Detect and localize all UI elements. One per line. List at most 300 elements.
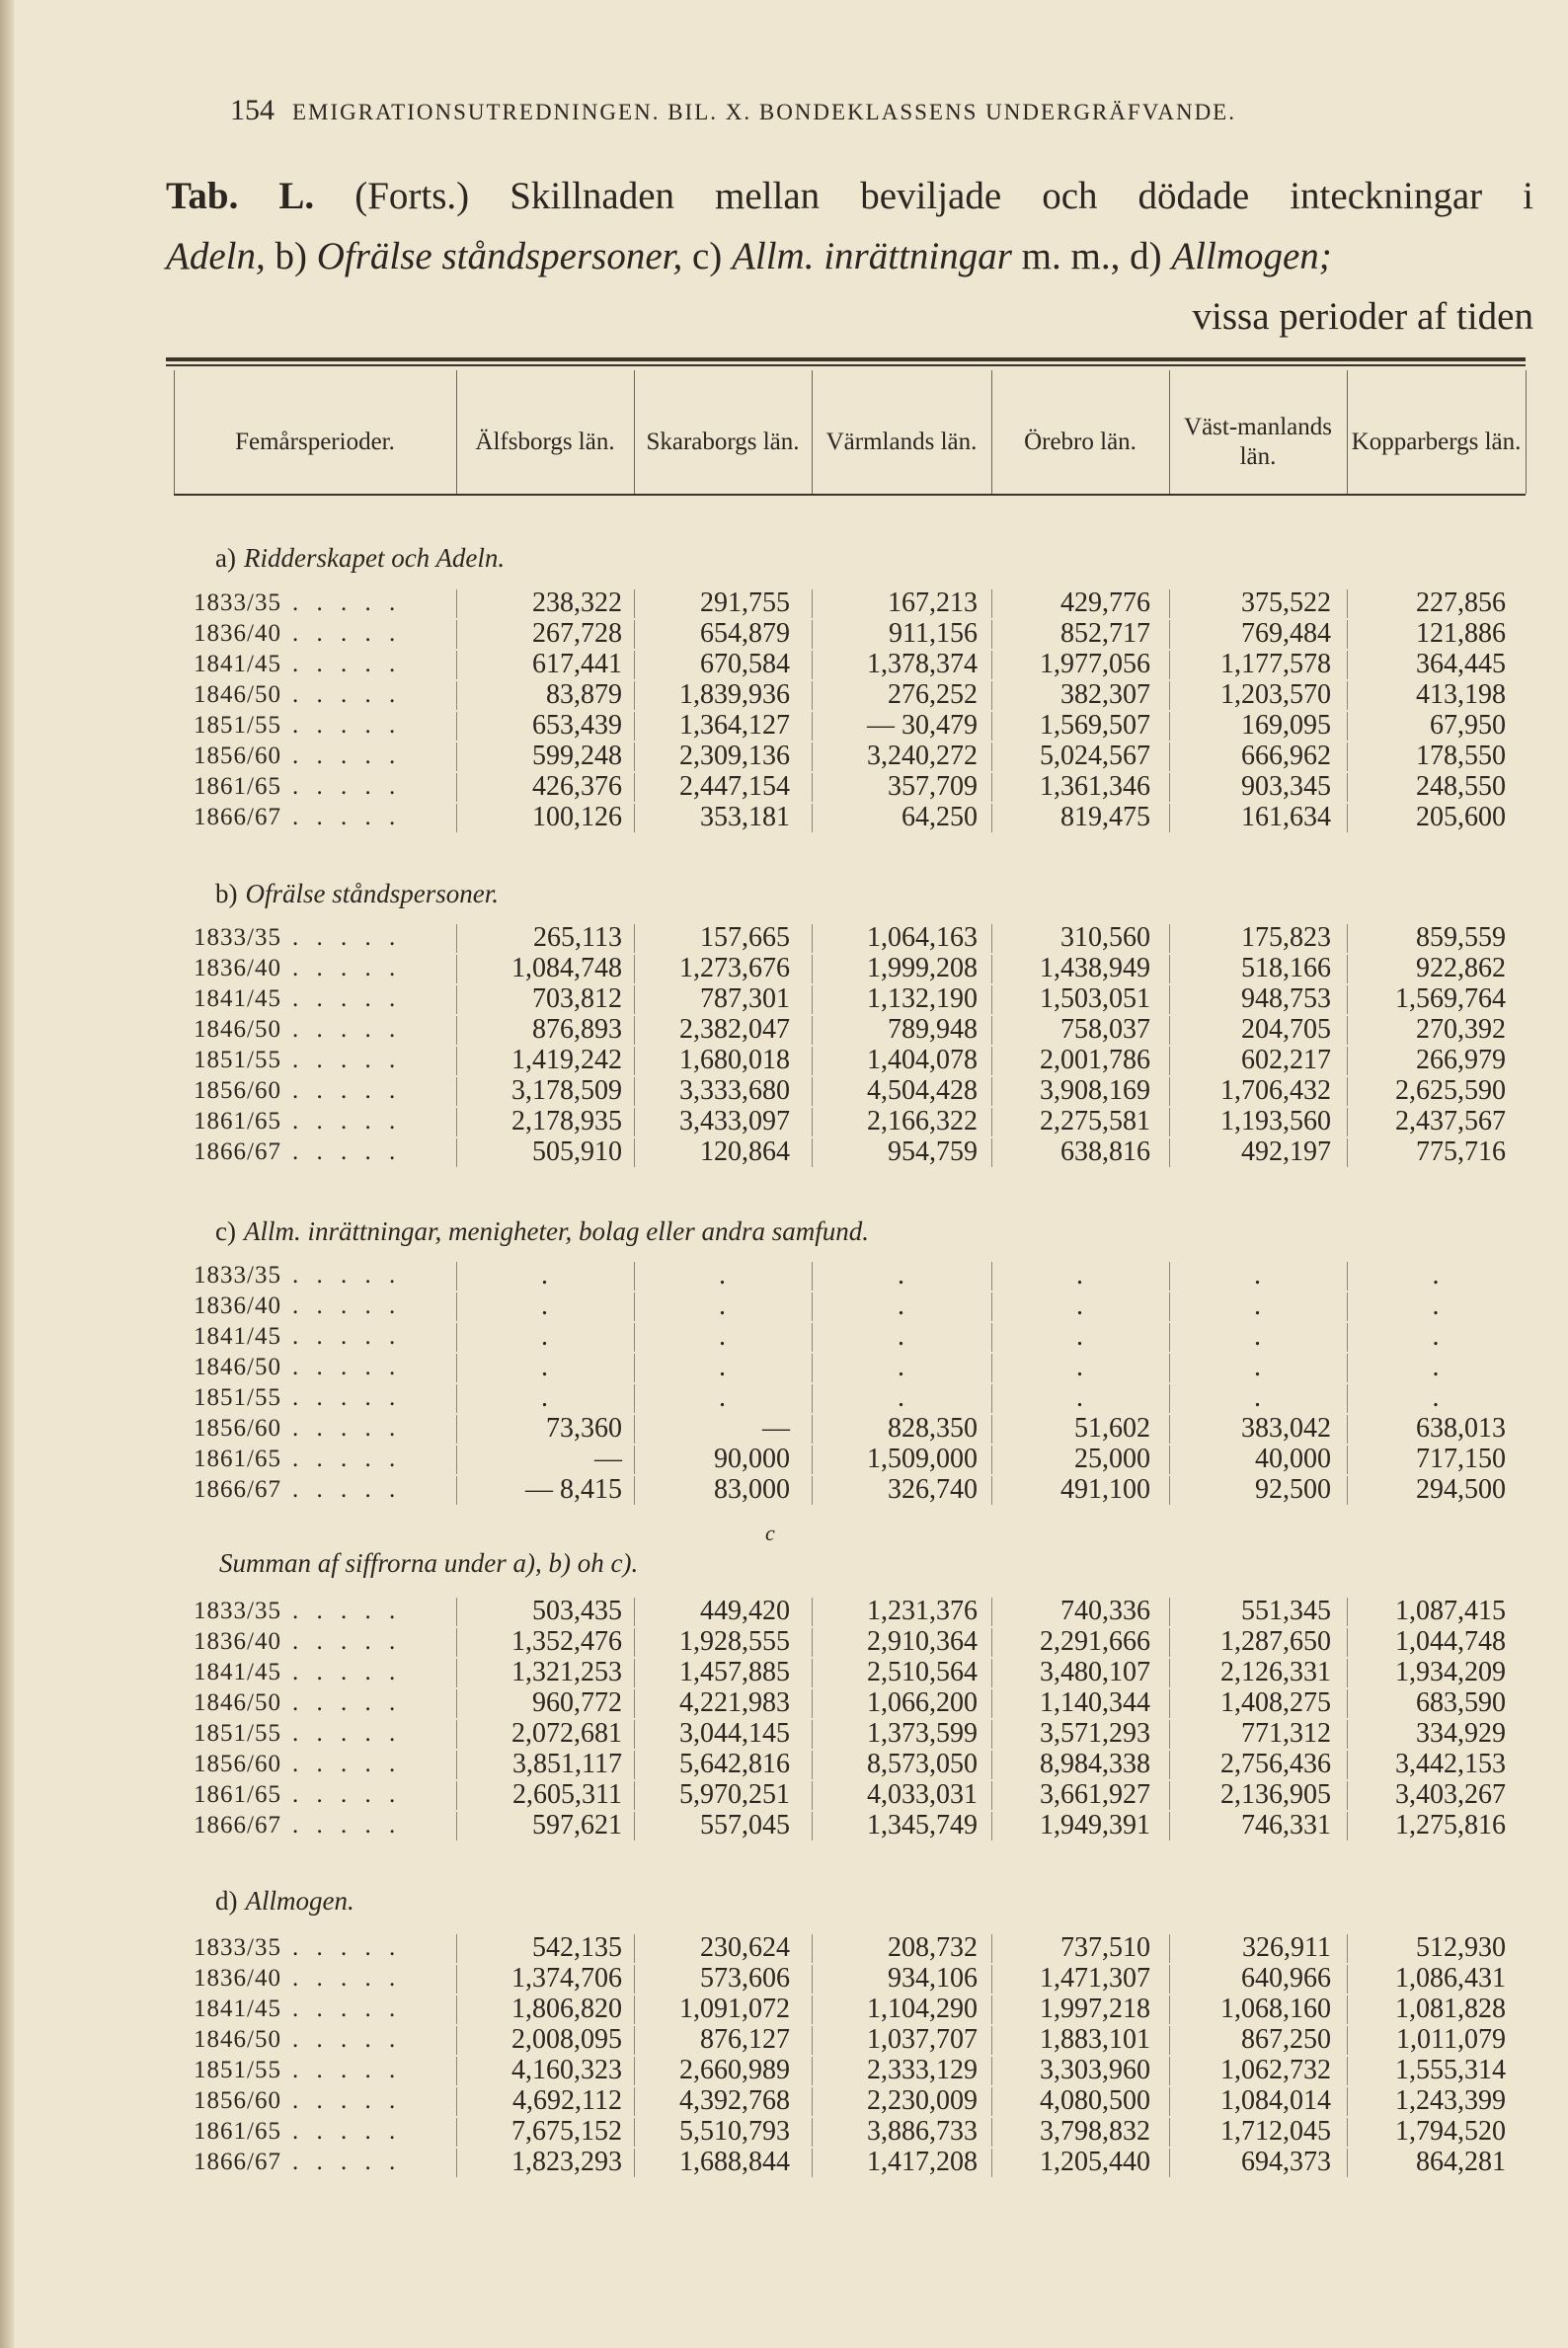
column-divider [634,1016,635,1045]
leader-dots: . . . . . [292,1138,402,1165]
table-cell: 2,291,666 [1040,1626,1150,1657]
table-cell: 1,569,764 [1395,983,1506,1014]
column-divider [991,955,992,983]
column-divider [991,1354,992,1382]
table-cell: 1,404,078 [867,1045,978,1075]
table-cell: 1,177,578 [1220,649,1331,679]
table-cell: . [1432,1260,1440,1291]
column-divider [1169,712,1170,741]
section-label: d) [215,1886,238,1916]
table-cell: 2,178,935 [511,1106,622,1136]
column-divider [991,620,992,649]
column-divider [634,804,635,832]
table-cell: 1,104,290 [867,1994,978,2024]
column-divider [991,1659,992,1687]
column-divider [634,1996,635,2024]
column-divider [456,1751,457,1779]
header-divider [456,370,457,494]
column-divider [1347,1659,1348,1687]
leader-dots: . . . . . [292,589,402,616]
leader-dots: . . . . . [292,1751,402,1777]
column-divider [991,1415,992,1444]
table-cell: 375,522 [1241,587,1331,618]
column-divider [812,924,813,953]
section-title-text: Ridderskapet och Adeln. [243,543,506,573]
column-divider [991,2057,992,2085]
column-divider [1347,1077,1348,1106]
leader-dots: . . . . . [292,1047,402,1073]
table-cell: . [1076,1260,1083,1291]
table-cell: 3,480,107 [1040,1657,1150,1687]
column-divider [456,2057,457,2085]
column-divider [1347,1446,1348,1474]
column-divider [1169,924,1170,953]
table-cell: 551,345 [1241,1596,1331,1626]
table-cell: 740,336 [1060,1596,1150,1626]
table-row [0,1963,1568,1994]
table-cell: 1,408,275 [1220,1687,1331,1718]
col-orebro-header: Örebro län. [1024,429,1137,455]
table-cell: 1,087,415 [1395,1596,1506,1626]
period-label: 1836/40 [194,1292,281,1319]
column-divider [456,1446,457,1474]
top-rule [166,357,1526,361]
column-divider [991,1751,992,1779]
column-divider [634,1598,635,1626]
table-cell: 2,001,786 [1040,1045,1150,1075]
table-row [0,1932,1568,1963]
col-kopparbergs-header: Kopparbergs län. [1351,429,1522,455]
table-row [0,771,1568,802]
column-divider [456,1354,457,1382]
table-cell: 1,706,432 [1220,1075,1331,1106]
table-row [0,1291,1568,1321]
section-title [215,879,499,909]
table-cell: 771,312 [1241,1718,1331,1749]
title-c: c) [692,235,723,277]
table-cell: 120,864 [700,1136,790,1167]
table-cell: 2,275,581 [1040,1106,1150,1136]
title-ofralse: Ofrälse ståndspersoner, [316,235,683,277]
table-cell: 169,095 [1241,710,1331,741]
leader-dots: . . . . . [292,2026,402,2053]
table-cell: 67,950 [1430,710,1506,741]
column-divider [812,1108,813,1136]
column-divider [456,2026,457,2055]
table-cell: 638,013 [1416,1413,1506,1444]
period-label: 1846/50 [194,681,281,708]
table-cell: 1,321,253 [511,1657,622,1687]
column-divider [991,985,992,1014]
table-cell: 864,281 [1416,2147,1506,2177]
column-divider [991,1446,992,1474]
leader-dots: . . . . . [292,1689,402,1716]
period-label: 1851/55 [194,1047,281,1073]
table-cell: 8,984,338 [1040,1749,1150,1779]
table-cell: 426,376 [532,771,622,802]
table-cell: — [594,1444,622,1474]
table-cell: 505,910 [532,1136,622,1167]
column-divider [991,1812,992,1840]
table-cell: 382,307 [1060,679,1150,710]
column-divider [812,773,813,802]
table-cell: . [898,1260,904,1291]
column-divider [634,743,635,771]
column-divider [991,2149,992,2177]
period-label: 1846/50 [194,1016,281,1043]
title-allm: Allm. inrättningar [732,235,1012,277]
column-divider [991,743,992,771]
table-cell: 903,345 [1241,771,1331,802]
header-divider [1347,370,1348,494]
leader-dots: . . . . . [292,955,402,981]
column-divider [1169,1659,1170,1687]
column-divider [1347,2149,1348,2177]
period-label: 1866/67 [194,1476,281,1503]
column-divider [1169,2118,1170,2147]
period-label: 1861/65 [194,2118,281,2145]
running-head [230,94,1533,127]
table-cell: 5,024,567 [1040,741,1150,771]
table-cell: 703,812 [532,983,622,1014]
table-row [0,1687,1568,1718]
table-cell: 1,132,190 [867,983,978,1014]
column-divider [456,1292,457,1321]
leader-dots: . . . . . [292,985,402,1012]
column-divider [456,651,457,679]
period-label: 1841/45 [194,1323,281,1350]
column-divider [1347,2118,1348,2147]
column-divider [456,1812,457,1840]
table-cell: 491,100 [1060,1474,1150,1505]
table-cell: 1,438,949 [1040,953,1150,983]
table-cell: 1,084,014 [1220,2085,1331,2116]
column-divider [812,1384,813,1413]
column-divider [812,1628,813,1657]
column-divider [634,1965,635,1994]
column-divider [1169,1262,1170,1291]
table-cell: 1,345,749 [867,1810,978,1840]
table-cell: 1,091,072 [679,1994,790,2024]
column-divider [634,2087,635,2116]
table-cell: 4,033,031 [867,1779,978,1810]
leader-dots: . . . . . [292,1812,402,1839]
table-cell: 1,064,163 [867,922,978,953]
table-cell: . [541,1321,548,1352]
period-label: 1861/65 [194,1446,281,1472]
section-title [219,1548,638,1579]
column-divider [1169,1751,1170,1779]
table-row [0,1014,1568,1045]
table-row [0,1352,1568,1382]
table-cell: . [541,1352,548,1382]
column-divider [1169,985,1170,1014]
column-divider [1169,2026,1170,2055]
column-divider [991,1138,992,1167]
table-row [0,1626,1568,1657]
table-cell: . [719,1291,726,1321]
leader-dots: . . . . . [292,804,402,830]
col-vastmanlands-header: Väst-manlands län. [1184,414,1332,470]
column-divider [1347,1996,1348,2024]
table-cell: 291,755 [700,587,790,618]
col-femarsperioder-header: Femårsperioder. [235,429,395,455]
table-cell: 429,776 [1060,587,1150,618]
leader-dots: . . . . . [292,1262,402,1289]
column-divider [991,1628,992,1657]
leader-dots: . . . . . [292,1781,402,1808]
table-cell: 64,250 [902,802,978,832]
column-divider [991,1292,992,1321]
table-cell: 1,806,820 [511,1994,622,2024]
column-divider [812,1689,813,1718]
table-cell: 204,705 [1241,1014,1331,1045]
table-cell: 310,560 [1060,922,1150,953]
section-label: a) [215,543,236,573]
column-divider [991,1323,992,1352]
table-cell: 326,740 [888,1474,978,1505]
table-cell: 573,606 [700,1963,790,1994]
table-row [0,1810,1568,1840]
column-divider [634,589,635,618]
column-divider [812,1262,813,1291]
table-cell: 3,403,267 [1395,1779,1506,1810]
running-head-text: EMIGRATIONSUTREDNINGEN. BIL. X. BONDEKLASSENS UNDERGRÄFVANDE. [292,100,1236,124]
column-divider [1347,651,1348,679]
column-divider [634,2149,635,2177]
column-divider [1169,1323,1170,1352]
column-divider [1169,1047,1170,1075]
table-cell: 383,042 [1241,1413,1331,1444]
table-row [0,587,1568,618]
table-row [0,2085,1568,2116]
column-divider [456,2149,457,2177]
column-divider [812,589,813,618]
column-divider [634,1476,635,1505]
table-cell: 1,569,507 [1040,710,1150,741]
table-cell: 1,680,018 [679,1045,790,1075]
table-cell: 1,273,676 [679,953,790,983]
column-divider [991,1016,992,1045]
period-label: 1856/60 [194,1751,281,1777]
period-label: 1856/60 [194,1077,281,1104]
title-line-3: vissa perioder af tiden [1192,295,1533,338]
table-cell: 3,333,680 [679,1075,790,1106]
table-cell: 2,437,567 [1395,1106,1506,1136]
column-divider [634,1415,635,1444]
column-divider [1347,1047,1348,1075]
table-row [0,1718,1568,1749]
table-cell: 1,977,056 [1040,649,1150,679]
table-cell: 3,178,509 [511,1075,622,1106]
column-divider [1169,1598,1170,1626]
column-divider [812,1598,813,1626]
column-divider [812,620,813,649]
table-cell: 205,600 [1416,802,1506,832]
column-divider [1169,1476,1170,1505]
column-divider [812,1446,813,1474]
column-divider [634,2026,635,2055]
table-cell: 518,166 [1241,953,1331,983]
column-divider [1347,1476,1348,1505]
table-cell: 492,197 [1241,1136,1331,1167]
leader-dots: . . . . . [292,2057,402,2083]
table-cell: 3,886,733 [867,2116,978,2147]
table-cell: 208,732 [888,1932,978,1963]
section-title-text: Allmogen. [245,1886,354,1916]
period-label: 1833/35 [194,589,281,616]
table-cell: 294,500 [1416,1474,1506,1505]
column-divider [456,2087,457,2116]
table-cell: 2,910,364 [867,1626,978,1657]
table-cell: 758,037 [1060,1014,1150,1045]
column-divider [634,1262,635,1291]
table-cell: 266,979 [1416,1045,1506,1075]
table-cell: 1,883,101 [1040,2024,1150,2055]
table-cell: 1,011,079 [1396,2024,1506,2055]
column-divider [456,924,457,953]
column-divider [634,620,635,649]
table-cell: 1,203,570 [1220,679,1331,710]
table-cell: 3,303,960 [1040,2055,1150,2085]
table-cell: 1,555,314 [1395,2055,1506,2085]
column-divider [812,712,813,741]
column-divider [1169,1812,1170,1840]
column-divider [991,1996,992,2024]
table-cell: 617,441 [532,649,622,679]
table-cell: 654,879 [700,618,790,649]
column-divider [1169,2149,1170,2177]
column-divider [991,1720,992,1749]
table-row [0,802,1568,832]
period-label: 1833/35 [194,1598,281,1624]
column-divider [456,1965,457,1994]
table-cell: 1,037,707 [867,2024,978,2055]
table-cell: 40,000 [1255,1444,1331,1474]
leader-dots: . . . . . [292,1292,402,1319]
table-cell: 267,728 [532,618,622,649]
table-cell: 2,230,009 [867,2085,978,2116]
table-title [166,166,1533,347]
leader-dots: . . . . . [292,1934,402,1961]
table-row [0,649,1568,679]
column-divider [812,1720,813,1749]
column-divider [634,1323,635,1352]
column-divider [991,1934,992,1963]
column-divider [456,804,457,832]
column-divider [1347,2057,1348,2085]
column-divider [456,985,457,1014]
table-cell: — 30,479 [867,710,978,741]
header-divider [1169,370,1170,494]
column-divider [812,1138,813,1167]
column-divider [634,773,635,802]
table-cell: 2,166,322 [867,1106,978,1136]
column-divider [812,1934,813,1963]
leader-dots: . . . . . [292,1077,402,1104]
table-cell: 666,962 [1241,741,1331,771]
column-divider [634,1077,635,1106]
table-cell: . [719,1260,726,1291]
column-divider [1347,1108,1348,1136]
table-cell: . [719,1352,726,1382]
table-cell: 8,573,050 [867,1749,978,1779]
column-divider [456,1598,457,1626]
table-cell: . [1254,1321,1261,1352]
table-cell: 178,550 [1416,741,1506,771]
table-cell: 828,350 [888,1413,978,1444]
column-divider [991,712,992,741]
table-cell: 557,045 [700,1810,790,1840]
table-cell: . [1076,1321,1083,1352]
column-divider [456,1016,457,1045]
column-divider [812,985,813,1014]
table-cell: 2,382,047 [679,1014,790,1045]
column-divider [1347,1934,1348,1963]
table-label: Tab. L. [166,175,315,217]
column-divider [1169,1781,1170,1810]
table-cell: 1,378,374 [867,649,978,679]
column-divider [1169,743,1170,771]
title-line-1-text: Skillnaden mellan beviljade och dödade inteckningar i [510,175,1534,217]
column-divider [1169,1628,1170,1657]
table-cell: 4,160,323 [511,2055,622,2085]
table-cell: 265,113 [533,922,622,953]
column-divider [456,1384,457,1413]
column-divider [1347,589,1348,618]
column-divider [634,1354,635,1382]
column-divider [991,1047,992,1075]
column-divider [1169,1965,1170,1994]
table-cell: 599,248 [532,741,622,771]
column-divider [1347,1292,1348,1321]
column-divider [456,1323,457,1352]
column-divider [634,712,635,741]
table-cell: 683,590 [1416,1687,1506,1718]
table-cell: 867,250 [1241,2024,1331,2055]
section-title-text: Summan af siffrorna under a), b) oh c). [219,1548,639,1578]
table-cell: 602,217 [1241,1045,1331,1075]
title-adeln: Adeln, [166,235,266,277]
column-divider [1169,589,1170,618]
table-cell: 2,510,564 [867,1657,978,1687]
table-cell: 1,044,748 [1395,1626,1506,1657]
table-row [0,1474,1568,1505]
table-row [0,679,1568,710]
table-cell: 1,066,200 [867,1687,978,1718]
leader-dots: . . . . . [292,1659,402,1685]
header-divider [991,370,992,494]
table-cell: . [1254,1382,1261,1413]
column-divider [634,1446,635,1474]
table-edge [1526,370,1527,494]
table-row [0,1657,1568,1687]
table-cell: 1,062,732 [1220,2055,1331,2085]
table-row [0,1444,1568,1474]
column-divider [1169,773,1170,802]
table-cell: — 8,415 [525,1474,622,1505]
column-divider [1347,1598,1348,1626]
column-divider [812,1781,813,1810]
title-allmogen: Allmogen; [1171,235,1332,277]
table-cell: 4,392,768 [679,2085,790,2116]
column-divider [812,1965,813,1994]
table-cell: 5,970,251 [679,1779,790,1810]
column-divider [991,2087,992,2116]
column-divider [1347,924,1348,953]
leader-dots: . . . . . [292,1016,402,1043]
column-divider [1347,2087,1348,2116]
